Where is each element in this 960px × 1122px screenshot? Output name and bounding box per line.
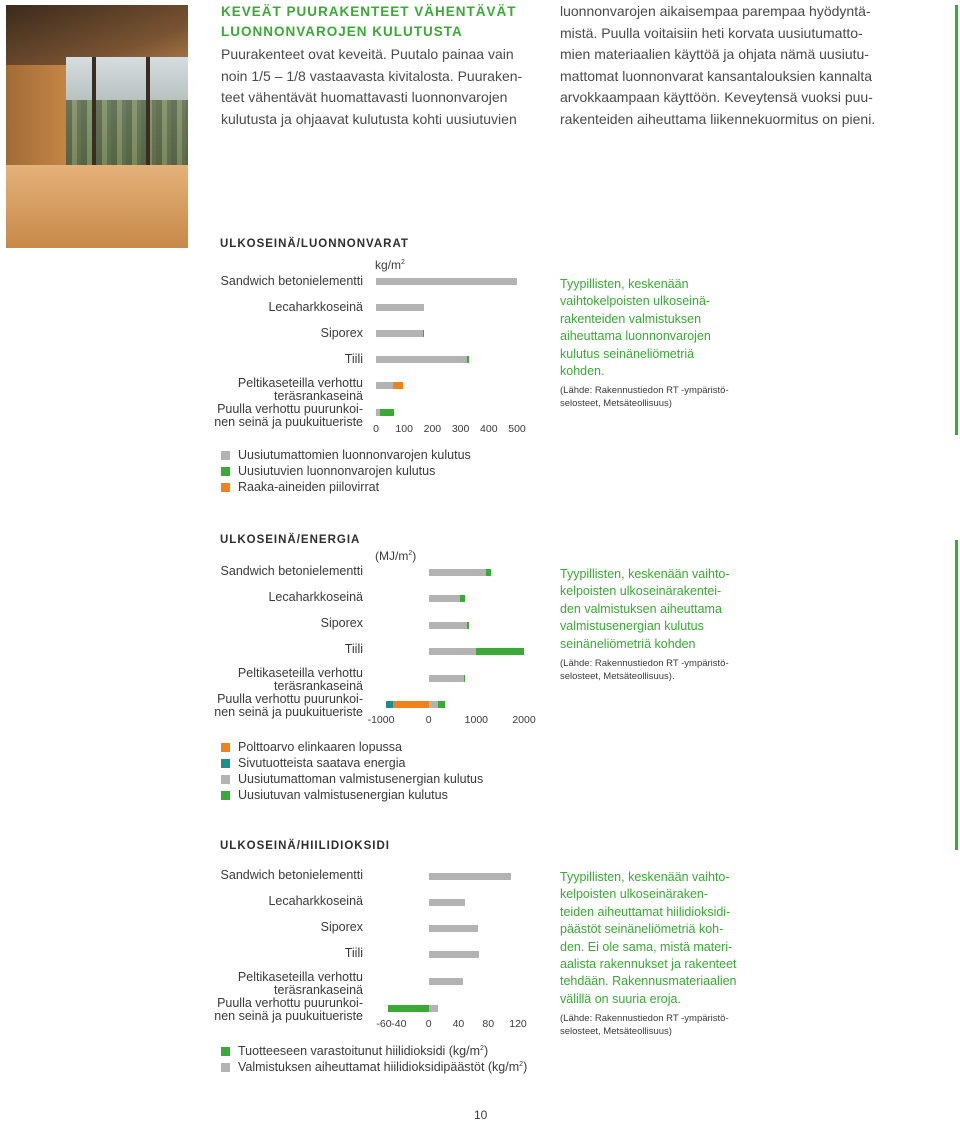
legend-label: Valmistuksen aiheuttamat hiilidioksidipäästöt $(kg/m^2)$ bbox=[238, 1060, 528, 1074]
category-label bbox=[345, 643, 363, 656]
axis-tick-label: 80 bbox=[482, 1018, 495, 1030]
category-label bbox=[214, 693, 363, 718]
category-label-line: Puulla verhottu puurunkoi- bbox=[217, 996, 363, 1010]
text-line: arvokkaampaan käyttöön. Keveytensä vuoksi puu- bbox=[560, 89, 873, 105]
legend-label: Raaka-aineiden piilovirrat bbox=[238, 480, 380, 494]
intro-col2 bbox=[560, 1, 875, 130]
legend-label: Sivutuotteista saatava energia bbox=[238, 756, 406, 770]
legend-swatch bbox=[221, 759, 230, 768]
note-line: den. Ei ole sama, mistä materi- bbox=[560, 939, 733, 954]
chart-bar bbox=[386, 701, 393, 708]
axis-tick-label: 300 bbox=[451, 423, 470, 435]
legend-swatch bbox=[221, 451, 230, 460]
note-line: päästöt seinäneliömetriä koh- bbox=[560, 922, 724, 937]
axis-tick-label: 2000 bbox=[512, 714, 536, 726]
chart-legend bbox=[221, 447, 471, 495]
heading-line: LUONNONVAROJEN KULUTUSTA bbox=[221, 24, 463, 39]
note-line: välillä on suuria eroja. bbox=[560, 991, 681, 1006]
category-label bbox=[345, 353, 363, 366]
legend-item bbox=[221, 771, 483, 787]
text-line: mien materiaalien käyttöä ja ohjata nämä uusiutu- bbox=[560, 46, 869, 62]
text-line: rakenteiden aiheuttama liikennekuormitus on pieni. bbox=[560, 110, 876, 127]
chart-bar bbox=[460, 595, 466, 602]
category-label-line: Peltikaseteilla verhottu bbox=[237, 666, 363, 680]
note-line: kohden. bbox=[560, 364, 605, 379]
legend-swatch bbox=[221, 743, 230, 752]
margin-rule bbox=[955, 540, 958, 850]
intro-col1 bbox=[221, 44, 522, 130]
category-label-line: Tiili bbox=[344, 352, 363, 366]
note-line: kelpoisten ulkoseinäraken- bbox=[560, 887, 709, 902]
legend-swatch bbox=[221, 467, 230, 476]
category-label-line: nen seinä ja puukuitueriste bbox=[214, 1008, 363, 1023]
legend-label: Tuotteeseen varastoitunut hiilidioksidi $(kg/m^2)$ bbox=[238, 1044, 489, 1058]
axis-tick-label: 120 bbox=[509, 1018, 527, 1030]
category-label bbox=[221, 869, 363, 882]
category-label bbox=[221, 275, 363, 288]
axis-tick-label: 0 bbox=[425, 1018, 432, 1030]
text-line: Puurakenteet ovat keveitä. Puutalo painaa vain bbox=[221, 46, 514, 62]
chart-bar bbox=[467, 622, 469, 629]
category-label bbox=[321, 921, 363, 934]
legend-item bbox=[221, 787, 483, 803]
axis-tick-label: -1000 bbox=[367, 714, 395, 726]
chart-legend bbox=[221, 739, 483, 803]
axis-tick-label: 200 bbox=[423, 423, 442, 435]
category-label-line: Sandwich betonielementti bbox=[220, 274, 363, 288]
category-label bbox=[321, 327, 363, 340]
source-line: selosteet, Metsäteollisuus) bbox=[560, 1026, 672, 1038]
category-label bbox=[268, 591, 363, 604]
chart-note bbox=[560, 276, 729, 410]
legend-swatch bbox=[221, 1047, 230, 1056]
photo-ceiling bbox=[6, 5, 188, 65]
category-label-line: Siporex bbox=[320, 920, 363, 934]
legend-item bbox=[221, 447, 471, 463]
text-line: mistä. Puulla voitaisiin heti korvata uusiutumatto- bbox=[560, 24, 863, 41]
chart-bar bbox=[376, 304, 424, 311]
photo-mullion bbox=[92, 57, 96, 167]
chart-bar bbox=[476, 648, 524, 655]
legend-swatch bbox=[221, 791, 230, 800]
note-line: aalista rakennukset ja rakenteet bbox=[560, 957, 737, 972]
axis-tick-label: 1000 bbox=[464, 714, 489, 726]
interior-photo bbox=[6, 5, 188, 248]
legend-swatch bbox=[221, 1063, 230, 1072]
note-line: tehdään. Rakennusmateriaalien bbox=[560, 974, 737, 989]
category-label-line: teräsrankaseinä bbox=[274, 388, 363, 403]
chart-bar bbox=[423, 330, 424, 337]
chart-unit: $kg/m^2$ bbox=[375, 258, 405, 272]
chart-title: ULKOSEINÄ/HIILIDIOKSIDI bbox=[220, 840, 390, 852]
note-line: valmistusenergian kulutus bbox=[560, 619, 704, 634]
chart-source bbox=[560, 1012, 737, 1038]
legend-item bbox=[221, 1059, 527, 1075]
chart-bar bbox=[429, 569, 486, 576]
category-label bbox=[238, 667, 363, 692]
text-line: kulutusta ja ohjaavat kulutusta kohti uusiutuvien bbox=[221, 110, 517, 127]
note-line: Tyypillisten, keskenään vaihto- bbox=[560, 567, 730, 581]
axis-tick-label: 40 bbox=[452, 1018, 465, 1030]
chart-bar bbox=[380, 409, 394, 416]
chart-bar bbox=[393, 382, 403, 389]
axis-tick-label: 500 bbox=[508, 423, 526, 435]
chart-bar bbox=[376, 382, 393, 389]
chart-bar bbox=[429, 978, 463, 985]
category-label bbox=[214, 403, 363, 428]
chart-legend bbox=[221, 1043, 527, 1075]
axis-tick-label: 400 bbox=[480, 423, 498, 435]
category-label bbox=[268, 301, 363, 314]
note-line: Tyypillisten, keskenään vaihto- bbox=[560, 870, 730, 884]
legend-swatch bbox=[221, 775, 230, 784]
chart-bar bbox=[486, 569, 491, 576]
category-label-line: Puulla verhottu puurunkoi- bbox=[217, 692, 363, 706]
chart-note bbox=[560, 566, 730, 683]
category-label-line: Tiili bbox=[344, 946, 363, 960]
chart-source bbox=[560, 384, 729, 410]
legend-item bbox=[221, 479, 471, 495]
margin-rule bbox=[955, 5, 958, 435]
category-label-line: Peltikaseteilla verhottu bbox=[237, 376, 363, 390]
page-number: 10 bbox=[474, 1108, 488, 1122]
chart-bar bbox=[429, 701, 439, 708]
chart-title: ULKOSEINÄ/ENERGIA bbox=[220, 534, 361, 546]
legend-item bbox=[221, 1043, 527, 1059]
text-line: luonnonvarojen aikaisempaa parempaa hyödyntä- bbox=[560, 3, 871, 19]
category-label bbox=[238, 971, 363, 996]
chart-bar bbox=[429, 648, 477, 655]
chart-bar bbox=[429, 899, 465, 906]
note-line: aiheuttama luonnonvarojen bbox=[560, 329, 711, 344]
axis-tick-label: 0 bbox=[373, 423, 379, 435]
category-label-line: Tiili bbox=[344, 642, 363, 656]
chart-bar bbox=[429, 873, 512, 880]
axis-tick-label: 100 bbox=[395, 423, 413, 435]
text-line: noin 1/5 – 1/8 vastaavasta kivitalosta. Puuraken- bbox=[221, 67, 523, 84]
source-line: selosteet, Metsäteollisuus). bbox=[560, 671, 675, 683]
category-label-line: nen seinä ja puukuitueriste bbox=[214, 414, 363, 429]
note-line: Tyypillisten, keskenään bbox=[560, 277, 689, 291]
heading-line: KEVEÄT PUURAKENTEET VÄHENTÄVÄT bbox=[221, 4, 517, 19]
axis-tick-label: 0 bbox=[425, 714, 432, 726]
note-line: seinäneliömetriä kohden bbox=[560, 636, 696, 651]
note-line: teiden aiheuttamat hiilidioksidi- bbox=[560, 904, 731, 919]
note-line: kelpoisten ulkoseinärakentei- bbox=[560, 584, 722, 599]
photo-mullion bbox=[146, 57, 150, 167]
intro-heading bbox=[221, 2, 517, 42]
chart-bar bbox=[388, 1005, 429, 1012]
legend-swatch bbox=[221, 483, 230, 492]
category-label-line: Puulla verhottu puurunkoi- bbox=[217, 402, 363, 416]
chart-bar bbox=[393, 701, 429, 708]
chart-bar bbox=[467, 356, 469, 363]
category-label bbox=[321, 617, 363, 630]
legend-label: Uusiutuvien luonnonvarojen kulutus bbox=[238, 464, 436, 478]
chart-bar bbox=[429, 1005, 438, 1012]
legend-item bbox=[221, 739, 483, 755]
chart-bar bbox=[438, 701, 445, 708]
chart-title: ULKOSEINÄ/LUONNONVARAT bbox=[220, 238, 409, 250]
category-label bbox=[268, 895, 363, 908]
category-label-line: nen seinä ja puukuitueriste bbox=[214, 704, 363, 719]
category-label bbox=[221, 565, 363, 578]
category-label bbox=[214, 997, 363, 1022]
category-label-line: teräsrankaseinä bbox=[274, 982, 363, 997]
category-label-line: Siporex bbox=[320, 616, 363, 630]
legend-item bbox=[221, 463, 471, 479]
chart-bar bbox=[429, 925, 478, 932]
chart-bar bbox=[429, 675, 465, 682]
category-label bbox=[345, 947, 363, 960]
chart-bar bbox=[376, 356, 467, 363]
chart-note bbox=[560, 869, 737, 1038]
category-label-line: Sandwich betonielementti bbox=[220, 564, 363, 578]
chart-bar bbox=[429, 595, 460, 602]
chart-bar bbox=[464, 675, 465, 682]
source-line: (Lähde: Rakennustiedon RT -ympäristö- bbox=[560, 385, 729, 397]
axis-tick-label: -60 bbox=[376, 1018, 392, 1030]
note-line: kulutus seinäneliömetriä bbox=[560, 346, 695, 361]
photo-trees bbox=[66, 100, 188, 167]
photo-floor bbox=[6, 165, 188, 248]
chart-bar bbox=[376, 278, 517, 285]
axis-tick-label: -40 bbox=[391, 1018, 407, 1030]
legend-label: Uusiutumattoman valmistusenergian kulutus bbox=[238, 772, 484, 786]
chart-unit: $(MJ/m^2)$ bbox=[375, 549, 417, 563]
category-label-line: Lecaharkkoseinä bbox=[268, 590, 363, 604]
chart-bar bbox=[429, 951, 479, 958]
category-label-line: Siporex bbox=[320, 326, 363, 340]
legend-label: Polttoarvo elinkaaren lopussa bbox=[238, 740, 402, 754]
note-line: vaihtokelpoisten ulkoseinä- bbox=[560, 294, 711, 309]
chart-source bbox=[560, 657, 730, 683]
chart-bar bbox=[429, 622, 467, 629]
source-line: selosteet, Metsäteollisuus) bbox=[560, 398, 672, 410]
category-label-line: Lecaharkkoseinä bbox=[268, 894, 363, 908]
source-line: (Lähde: Rakennustiedon RT -ympäristö- bbox=[560, 658, 729, 670]
source-line: (Lähde: Rakennustiedon RT -ympäristö- bbox=[560, 1013, 729, 1025]
category-label-line: Sandwich betonielementti bbox=[220, 868, 363, 882]
text-line: teet vähentävät huomattavasti luonnonvarojen bbox=[221, 89, 508, 105]
note-line: rakenteiden valmistuksen bbox=[560, 311, 702, 326]
legend-item bbox=[221, 755, 483, 771]
legend-label: Uusiutuvan valmistusenergian kulutus bbox=[238, 788, 448, 802]
category-label-line: Lecaharkkoseinä bbox=[268, 300, 363, 314]
category-label-line: Peltikaseteilla verhottu bbox=[237, 970, 363, 984]
legend-label: Uusiutumattomien luonnonvarojen kulutus bbox=[238, 448, 471, 462]
chart-bar bbox=[376, 330, 423, 337]
text-line: mattomat luonnonvarat kansantalouksien kannalta bbox=[560, 67, 873, 84]
note-line: den valmistuksen aiheuttama bbox=[560, 601, 722, 616]
category-label-line: teräsrankaseinä bbox=[274, 678, 363, 693]
category-label bbox=[238, 377, 363, 402]
